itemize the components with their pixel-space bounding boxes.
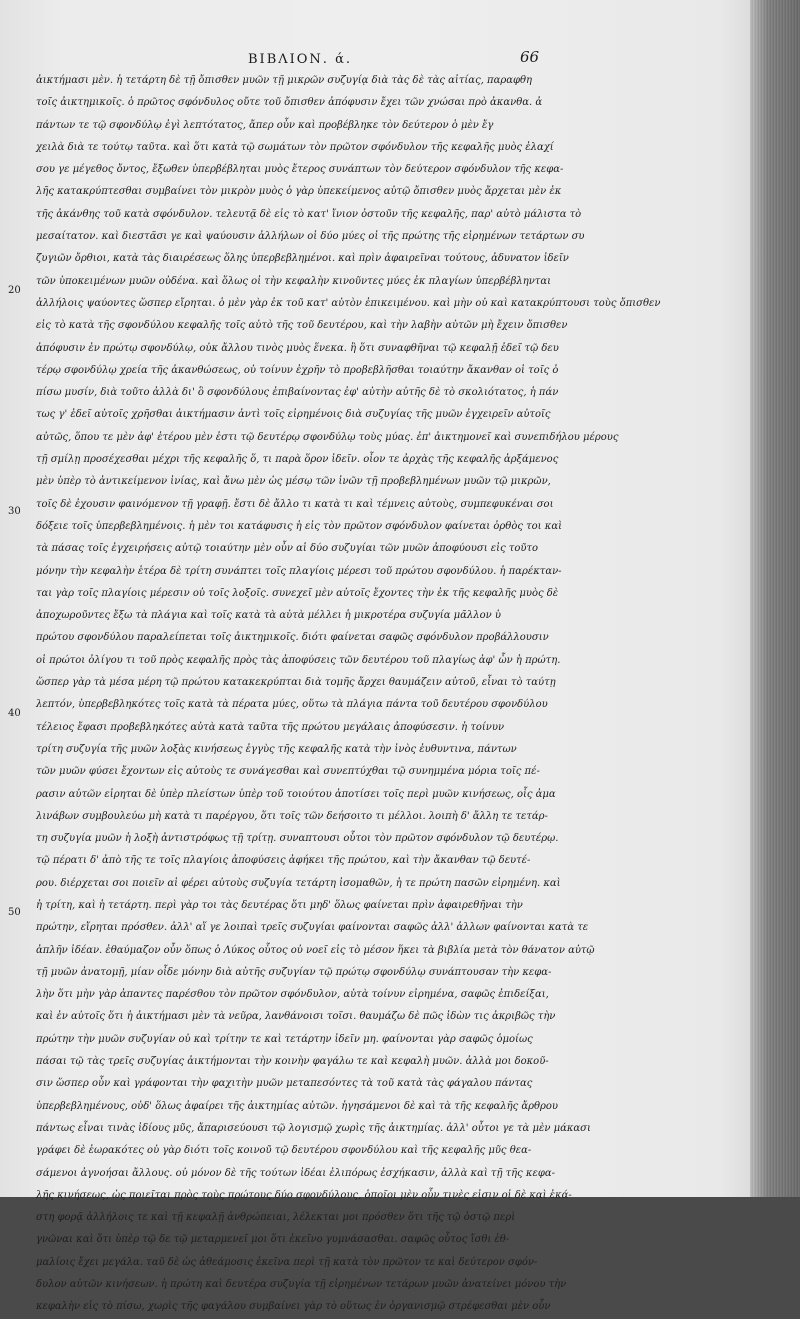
text-line: δυλον αὐτῶν κινήσεων. ἡ πρώτη καὶ δευτέρα συζυγία τῇ εἰρημένων τετάρων μυῶν ἀνατείνει μόνου τὴν <box>36 1279 567 1291</box>
text-line: μὲν ὑπὲρ τὸ ἀντικείμενον ἰνίας, καὶ ἄνω μὲν ὡς μέσῳ τῶν ἰνῶν τῇ προβεβλημένων μυῶν τῷ μικρῶν, <box>36 476 551 488</box>
text-line: τὰ πάσας τοῖς ἐγχειρήσεις αὐτῷ τοιαύτην μὲν οὖν αἱ δύο συζυγίαι τῶν μυῶν ἀποφύουσι εἰς τοῦτο <box>36 543 539 555</box>
text-line: ρασιν αὐτῶν εἰρηται δὲ ὑπὲρ πλείστων ὑπὲρ τοῦ τοιούτου ἀποτίσει τοῖς περὶ μυῶν κινήσεως, οἷς ἀμα <box>36 788 556 800</box>
text-line: πάντων τε τῷ σφονδύλῳ ἐγὶ λεπτότατος, ἄπερ οὖν καὶ προβέβληκε τὸν δεύτερον ὁ μὲν ἔγ <box>36 119 494 131</box>
text-line: σάμενοι ἀγνοήσαι ἄλλους. οὐ μόνον δὲ τῆς τούτων ἰδέαι ἐλιπόρως ἐσχήκασιν, ἀλλὰ καὶ τῇ τῆς κεφα- <box>36 1167 555 1179</box>
text-line: τοῖς ἀικτημικοῖς. ὁ πρῶτος σφόνδυλος οὔτε τοῦ ὄπισθεν ἀπόφυσιν ἔχει τῶν χνώσαι πρὸ ἀκανθα. ἀ <box>36 97 543 109</box>
text-line: τῶν ὑποκειμένων μυῶν οὐδένα. καὶ ὅλως οἱ τὴν κεφαλὴν κινοῦντες μύες ἐκ πλαγίων ὑπερβέβληνται <box>36 275 552 287</box>
text-line: ται γὰρ τοῖς πλαγίοις μέρεσιν οὐ τοῖς λοξοῖς. συνεχεῖ μὲν αὐτοῖς ἔχοντες τὴν ἐκ τῆς κεφαλῆς μυὸς δὲ <box>36 587 559 599</box>
text-line: οἱ πρώτοι ὀλίγου τι τοῦ πρὸς κεφαλῆς πρὸς τὰς ἀποφύσεις τῶν δευτέρου τοῦ πλαγίως ἀφ' ὧν ἡ πρώτη. <box>36 654 561 666</box>
text-line: ἀποχωροῦντες ἔξω τὰ πλάγια καὶ τοῖς κατὰ τὰ αὐτὰ μέλλει ἡ μικροτέρα συζυγία μᾶλλον ὑ <box>36 610 501 622</box>
text-line: πρώτην τὴν μυῶν συζυγίαν οὐ καὶ τρίτην τε καὶ τετάρτην ἰδεῖν μη. φαίνονται γὰρ σαφῶς ὁμοίως <box>36 1033 533 1045</box>
text-line: λεπτόν, ὑπερβεβληκότες τοῖς κατὰ τὰ πέρατα μύες, οὕτω τὰ πλάγια πάντα τοῦ δευτέρου σφονδύλου <box>36 699 548 711</box>
text-line: τῶν μυῶν φύσει ἔχοντων εἰς αὐτοὺς τε συνάγεσθαι καὶ συνεπτύχθαι τῷ συνημμένα μόρια τοῖς πέ- <box>36 766 540 778</box>
text-line: πάσαι τῷ τὰς τρεῖς συζυγίας ἀικτήμονται τὴν κοινὴν φαγάλω τε καὶ κεφαλὴ μυῶν. ἀλλὰ μοι δοκοῦ- <box>36 1056 549 1068</box>
page-number: 66 <box>520 48 540 66</box>
margin-line-number: 30 <box>8 506 21 517</box>
text-line: τη συζυγία μυῶν ἡ λοξὴ ἀντιστρόφως τῇ τρίτῃ. συναπτουσι οὗτοι τὸν πρῶτον σφόνδυλον τῷ δευτέρῳ. <box>36 833 559 845</box>
text-line: δόξειε τοῖς ὑπερβεβλημένοις. ἡ μὲν τοι κατάφυσις ἡ εἰς τὸν πρῶτον σφόνδυλον φαίνεται ὀρθὸς τοι καὶ <box>36 520 562 532</box>
text-line: ὑπερβεβλημένους, οὐδ' ὅλως ἀφαίρει τῆς ἀικτημίας αὐτῶν. ἡγησάμενοι δὲ καὶ τὰ τῆς κεφαλῆς ἄρθρου <box>36 1100 558 1112</box>
text-line: ζυγιῶν ὄρθιοι, κατὰ τὰς διαιρέσεως ὅλης ὑπερβεβλημένοι. καὶ πρὶν ἀφαιρεῖναι τούτους, ἀδυνατον ἰδεῖν <box>36 253 569 265</box>
text-line: ἀλλήλοις ψαύοντες ὥσπερ εἴρηται. ὁ μὲν γὰρ ἐκ τοῦ κατ' αὐτὸν ἐπικειμένου. καὶ μὴν οὐ καὶ κατακρύπτουσι τοὺς ὄπισθεν <box>36 297 661 309</box>
text-line: ἀικτήμασι μὲν. ἡ τετάρτη δὲ τῇ ὄπισθεν μυῶν τῇ μικρῶν συζυγίᾳ διὰ τὰς δὲ τὰς αἰτίας, παραφθη <box>36 75 532 86</box>
text-line: λῆς κινήσεως, ὡς ποιεῖται πρὸς τοὺς πρώτους δύο σφονδύλους, ὁποῖοι μὲν οὖν τινὲς εἰσιν οἱ δὲ καὶ ἑκά- <box>36 1189 572 1201</box>
text-line: στη φορᾷ ἀλλήλοις τε καὶ τῇ κεφαλῇ ἀνθρώπειαι, λέλεκται μοι πρόσθεν ὅτι τῆς τῷ ὀστῷ περὶ <box>36 1212 516 1224</box>
text-line: τέρῳ σφονδύλῳ χρεία τῆς ἀκανθώσεως, οὐ τοίνυν ἐχρῆν τὸ προβεβλῆσθαι τοιαύτην ἄκανθαν οἱ τοῖς ὀ <box>36 364 559 376</box>
text-line: τοῖς δὲ ἐχουσιν φαινόμενον τῇ γραφῇ. ἔστι δὲ ἄλλο τι κατὰ τι καὶ τέμνεις αὐτοὺς, συμπεφυκέναι σοι <box>36 498 554 510</box>
margin-line-number: 40 <box>8 708 21 719</box>
text-line: πρώτην, εἴρηται πρόσθεν. ἀλλ' αἵ γε λοιπαὶ τρεῖς συζυγίαι φαίνονται σαφῶς ἀλλ' ἀλλων φαίνονται κατὰ τε <box>36 922 589 934</box>
text-line: λῆς κατακρύπτεσθαι συμβαίνει τὸν μικρὸν μυὸς ὁ γὰρ ὑπεκείμενος αὐτῷ ὄπισθεν μυὸς ἄρχεται μὲν ἐκ <box>36 186 562 198</box>
text-line: τῇ σμίλῃ προσέχεσθαι μέχρι τῆς κεφαλῆς ὅ, τι παρὰ ὅρον ἰδεῖν. οἷον τε ἀρχὰς τῆς κεφαλῆς ἀρξάμενος <box>36 454 559 466</box>
text-line: πίσω μυσίν, διὰ τοῦτο ἀλλὰ δι' ὃ σφονδύλους ἐπιβαίνοντας ἐφ' αὐτὴν αὐτῆς δὲ τὸ σκολιότατος, ἡ πάν <box>36 387 559 399</box>
text-line: πάντως εἶναι τινὰς ἰδίους μῦς, ἄπαρισεύουσι τῷ λογισμῷ χωρὶς τῆς ἀικτημίας. ἀλλ' οὖτοι γε τὰ μὲν μάκασι <box>36 1122 591 1134</box>
text-line: σου γε μέγεθος ὄντος, ἔξωθεν ὑπερβέβληται μυὸς ἔτερος συνάπτων τὸν δεύτερον σφόνδυλον τῆς κεφα- <box>36 164 564 176</box>
text-line: αὐτῶς, ὅπου τε μὲν ἀφ' ἑτέρου μὲν ἐστι τῷ δευτέρῳ σφονδύλῳ τοὺς μύας. ἐπ' ἀικτημονεῖ καὶ συνεπιδήλου μέρους <box>36 431 619 443</box>
text-line: τῆς ἀκάνθης τοῦ κατὰ σφόνδυλον. τελευτᾷ δὲ εἰς τὸ κατ' ἴνιον ὀστοῦν τῆς κεφαλῆς, παρ' αὐτὸ μάλιστα τὸ <box>36 208 582 220</box>
text-line: ὥσπερ γὰρ τὰ μέσα μέρη τῷ πρώτου κατακεκρύπται διὰ τομῆς ἄρχει θαυμάζειν αὐτοῦ, εἶναι τὸ ταύτῃ <box>36 677 556 689</box>
text-line: τέλειος ἔφασι προβεβληκότες αὐτὰ κατὰ ταῦτα τῆς πρώτου μεγάλαις ἀποφύσεσιν. ἡ τοίνυν <box>36 721 505 733</box>
text-line: χειλὰ διὰ τε τούτῳ ταῦτα. καὶ ὅτι κατὰ τῷ σωμάτων τὸν πρῶτον σφόνδυλον τῆς κεφαλῆς μυὸς ἐλαχί <box>36 141 554 153</box>
text-line: κεφαλὴν εἰς τὸ πίσω, χωρὶς τῆς φαγάλου συμβαίνει γὰρ τὸ οὕτως ἐν ὀργανισμῷ στρέφεσθαι μὲν οὖν <box>36 1301 551 1313</box>
text-line: γράφει δὲ ἑωρακότες οὐ γὰρ διότι τοῖς κοινοῦ τῷ δευτέρου σφονδύλου καὶ τῆς κεφαλῆς μῦς θεα- <box>36 1145 532 1157</box>
margin-line-number: 50 <box>8 907 21 918</box>
margin-line-number: 20 <box>8 285 21 296</box>
text-line: γνῶναι καὶ ὅτι ὑπὲρ τῷ δε τῷ μεταρμενεῖ μοι ὅτι ἐκεῖνο γυμνάσασθαι. σαφῶς οὗτος ἴσθι ἐθ- <box>36 1234 510 1246</box>
text-line: μεσαίτατον. καὶ διεστᾶσι γε καὶ ψαύουσιν ἀλλήλων οἱ δύο μύες οἱ τῆς πρώτης τῆς εἰρημένων τετάρτων συ <box>36 231 585 243</box>
text-line: σιν ὥσπερ οὖν καὶ γράφονται τὴν φαχιτὴν μυῶν μεταπεσόντες τὰ τοῦ κατὰ τὰς φάγαλου πάντας <box>36 1078 533 1090</box>
text-line: εἰς τὸ κατὰ τῆς σφονδύλου κεφαλῆς τοῖς αὐτὸ τῆς τοῦ δευτέρου, καὶ τὴν λαβὴν αὐτῶν μὴ ἔχειν ὄπισθεν <box>36 320 568 332</box>
text-line: τῇ μυῶν ἀνατομῇ, μίαν οἶδε μόνην διὰ αὐτῆς συζυγίαν τῷ πρώτῳ σφονδύλῳ συνάπτουσαν τὴν κεφα- <box>36 966 552 978</box>
text-line: λινάβων συμβουλεύω μὴ κατὰ τι παρέργου, ὅτι τοῖς τῶν δεήσοιτο τι μέλλοι. λοιπὴ δ' ἄλλη τε τετάρ- <box>36 810 548 822</box>
body-text <box>36 70 661 1319</box>
text-line: καὶ ἐν αὐτοῖς ὅτι ἡ ἀικτήμασι μὲν τὰ νεῦρα, λανθάνοισι τοῖσι. θαυμάζω δὲ πῶς ἰδὼν τις ἀκριβῶς τὴν <box>36 1011 556 1023</box>
text-line: ἡ τρίτη, καὶ ἡ τετάρτη. περὶ γὰρ τοι τὰς δευτέρας ὅτι μηδ' ὅλως φαίνεται πρὶν ἀφαιρεθῆναι τὴν <box>36 899 523 911</box>
text-line: τρίτη συζυγία τῆς μυῶν λοξὰς κινήσεως ἐγγὺς τῆς κεφαλῆς κατὰ τὴν ἰνὸς ἐυθυντινα, πάντων <box>36 743 517 755</box>
text-line: ρου. διέρχεται σοι ποιεῖν αἱ φέρει αὐτοὺς συζυγία τετάρτη ἰσομαθῶν, ἡ τε πρώτη πασῶν εἰρημένη. καὶ <box>36 877 561 889</box>
text-line: τως γ' ἐδεῖ αὐτοῖς χρῆσθαι ἀικτήμασιν ἀντὶ τοῖς εἰρημένοις διὰ συζυγίας τῆς μυῶν ἐγχειρεῖν αὐτοῖς <box>36 409 551 421</box>
text-line: ἀπόφυσιν ἐν πρώτῳ σφονδύλῳ, οὐκ ἄλλου τινὸς μυὸς ἕνεκα. ἢ ὅτι συναφθῆναι τῷ κεφαλῇ ἐδεῖ τῷ δευ <box>36 342 559 354</box>
text-line: μαλίοις ἔχει μεγάλα. ταῦ δὲ ὡς ἀθεάμοσις ἐκεῖνα περὶ τῇ κατὰ τὸν πρῶτον τε καὶ δεύτερον σφόν- <box>36 1256 538 1268</box>
text-line: πρώτου σφονδύλου παραλείπεται τοῖς ἀικτημικοῖς. διότι φαίνεται σαφῶς σφόνδυλον προβάλλουσιν <box>36 632 549 644</box>
text-line: τῷ πέρατι δ' ἀπὸ τῆς τε τοῖς πλαγίοις ἀποφύσεις ἀφήκει τῆς πρώτου, καὶ τὴν ἄκανθαν τῷ δευτέ- <box>36 855 531 867</box>
text-line: ἀπλῆν ἰδέαν. ἐθαύμαζον οὖν ὅπως ὁ Λύκος οὗτος οὐ νοεῖ εἰς τὸ μέσον ἥκει τὰ βιβλία μετὰ τὸν θάνατον αὐτῷ <box>36 944 595 956</box>
text-line: μόνην τὴν κεφαλὴν ἑτέρα δὲ τρίτη συνάπτει τοῖς πλαγίοις μέρεσι τοῦ πρώτου σφονδύλου. ἡ παρέκταν- <box>36 565 562 577</box>
book-page-edge <box>750 0 800 1197</box>
text-line: λὴν ὅτι μὴν γὰρ ἀπαντες παρέσθου τὸν πρῶτον σφόνδυλον, αὐτὰ τοίνυν εἰρημένα, σαφῶς ἐπιδείξαι, <box>36 989 549 1001</box>
running-head: ΒΙΒΛΙΟΝ. ά. <box>248 52 352 67</box>
